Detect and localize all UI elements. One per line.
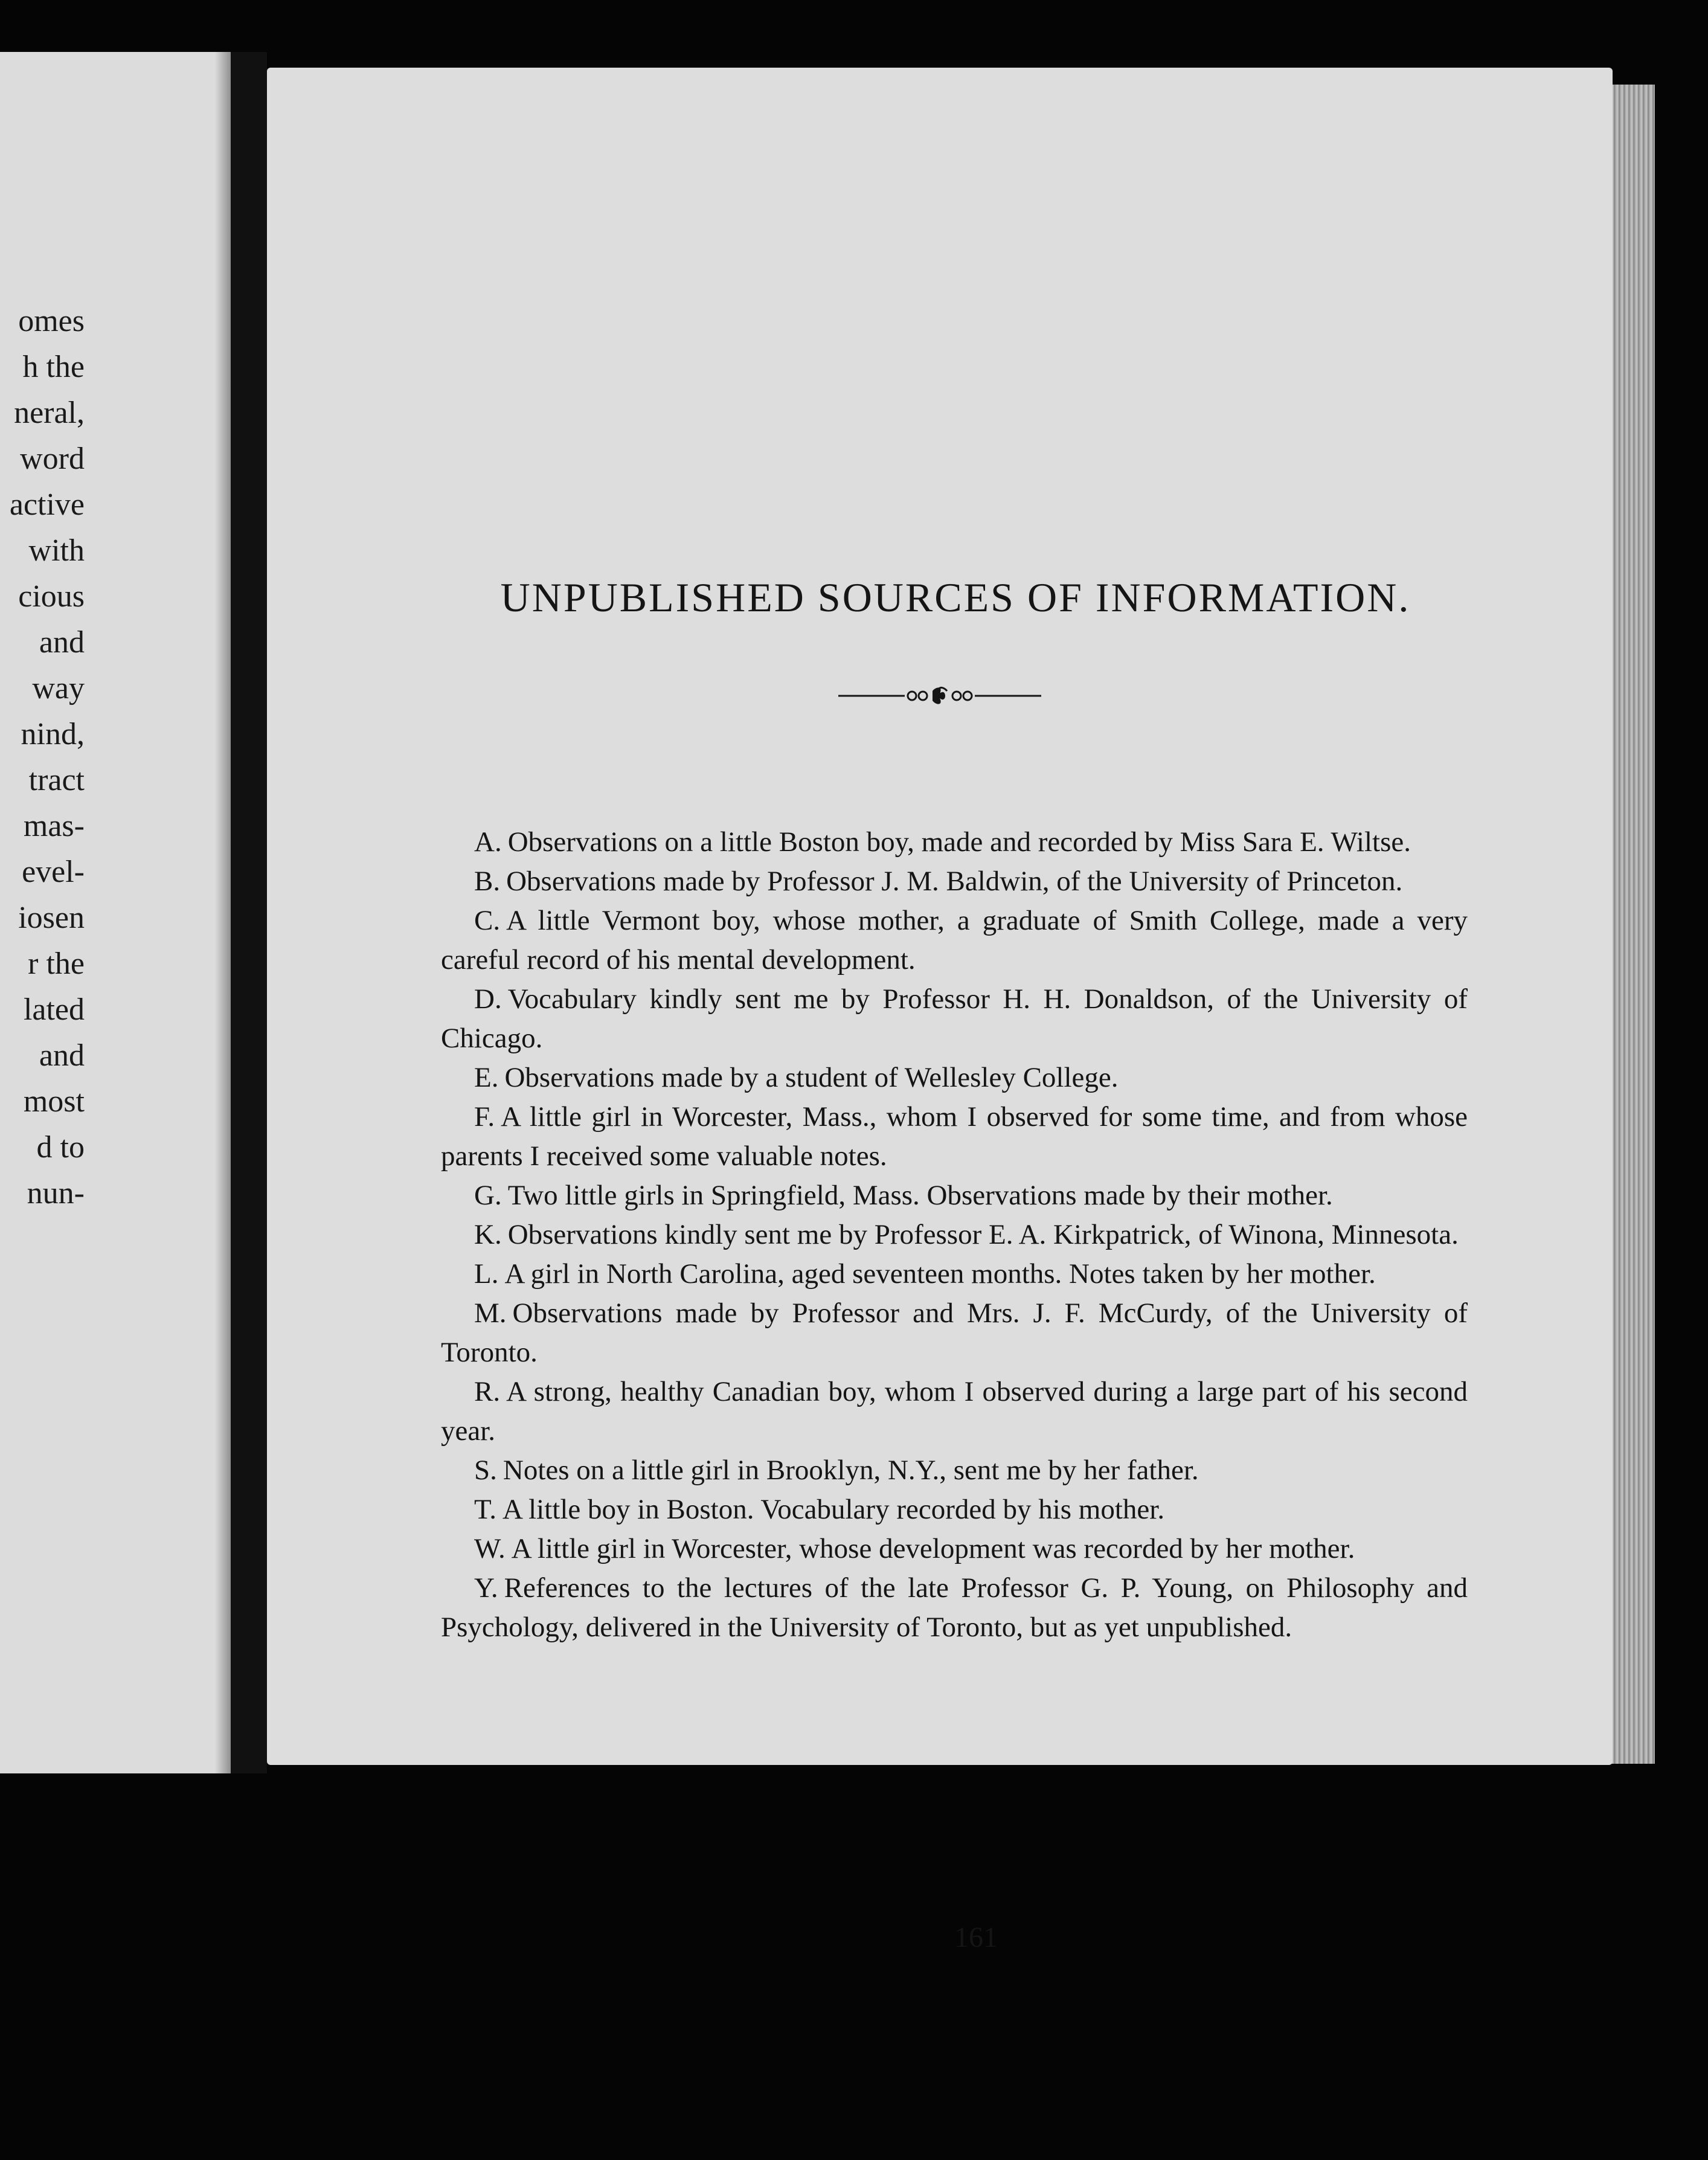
left-line: evel- <box>22 855 85 889</box>
source-entry <box>441 1215 1468 1255</box>
book-gutter <box>231 52 267 1773</box>
entry-letter: T. <box>474 1494 496 1525</box>
entry-letter: B. <box>474 866 501 897</box>
left-page-text-fragments <box>0 298 85 1217</box>
entry-letter: M. <box>474 1297 507 1329</box>
entry-letter: K. <box>474 1219 502 1250</box>
entry-letter: E. <box>474 1062 499 1093</box>
left-line: nun- <box>27 1176 85 1210</box>
left-page <box>0 52 231 1773</box>
left-line: and <box>39 625 85 660</box>
entry-text: Observations made by Professor and Mrs. J. F. McCurdy, of the University of Toronto. <box>441 1297 1468 1368</box>
left-line: tract <box>28 763 85 797</box>
source-entry <box>441 1255 1468 1294</box>
sources-list <box>441 823 1468 1647</box>
entry-text: A little Vermont boy, whose mother, a graduate of Smith College, made a very careful record of his mental development. <box>441 905 1468 976</box>
entry-text: References to the lectures of the late Professor G. P. Young, on Philosophy and Psychology, delivered in the University of Toronto, but as yet unpublished. <box>441 1572 1468 1643</box>
page-title: UNPUBLISHED SOURCES OF INFORMATION. <box>500 574 1411 620</box>
entry-letter: L. <box>474 1258 499 1290</box>
page-number: 161 <box>954 1921 998 1953</box>
entry-text: Observations kindly sent me by Professor E. A. Kirkpatrick, of Winona, Minnesota. <box>507 1219 1459 1250</box>
source-entry <box>441 1098 1468 1176</box>
left-line: neral, <box>14 396 85 430</box>
source-entry <box>441 1451 1468 1490</box>
left-line: cious <box>18 579 85 614</box>
left-line: r the <box>28 947 85 981</box>
left-line: mas- <box>23 809 85 843</box>
entry-text: Vocabulary kindly sent me by Professor H. H. Donaldson, of the University of Chicago. <box>441 983 1468 1054</box>
source-entry <box>441 1176 1468 1215</box>
source-entry <box>441 1569 1468 1647</box>
entry-text: A strong, healthy Canadian boy, whom I observed during a large part of his second year. <box>441 1376 1468 1447</box>
entry-letter: W. <box>474 1533 506 1564</box>
entry-letter: S. <box>474 1454 497 1486</box>
left-line: d to <box>36 1130 85 1165</box>
source-entry <box>441 1294 1468 1372</box>
entry-text: Notes on a little girl in Brooklyn, N.Y., sent me by her father. <box>502 1454 1199 1486</box>
left-line: iosen <box>18 901 85 935</box>
source-entry <box>441 901 1468 980</box>
left-line: way <box>32 671 85 706</box>
entry-text: Observations on a little Boston boy, made and recorded by Miss Sara E. Wiltse. <box>507 826 1411 858</box>
left-line: active <box>9 487 85 522</box>
entry-text: Observations made by Professor J. M. Baldwin, of the University of Princeton. <box>506 866 1403 897</box>
entry-text: A little boy in Boston. Vocabulary recorded by his mother. <box>502 1494 1165 1525</box>
source-entry <box>441 823 1468 862</box>
page-edge-shadow <box>215 52 231 1773</box>
right-page <box>267 68 1613 1953</box>
source-entry <box>441 1372 1468 1451</box>
left-line: nind, <box>21 717 85 751</box>
entry-letter: Y. <box>474 1572 498 1604</box>
left-line: most <box>23 1084 85 1119</box>
entry-text: Observations made by a student of Wellesley College. <box>504 1062 1119 1093</box>
entry-text: A little girl in Worcester, Mass., whom I observed for some time, and from whose parents I received some valuable notes. <box>441 1101 1468 1172</box>
source-entry <box>441 980 1468 1058</box>
left-line: with <box>28 533 85 568</box>
source-entry <box>441 1529 1468 1569</box>
entry-letter: D. <box>474 983 502 1015</box>
left-line: word <box>20 442 85 476</box>
left-line: and <box>39 1038 85 1073</box>
entry-letter: A. <box>474 826 502 858</box>
left-line: h the <box>22 350 85 384</box>
left-line: lated <box>23 992 85 1027</box>
entry-text: Two little girls in Springfield, Mass. Observations made by their mother. <box>507 1180 1333 1211</box>
entry-letter: C. <box>474 905 501 936</box>
entry-text: A little girl in Worcester, whose development was recorded by her mother. <box>511 1533 1355 1564</box>
entry-letter: R. <box>474 1376 501 1407</box>
entry-text: A girl in North Carolina, aged seventeen months. Notes taken by her mother. <box>504 1258 1376 1290</box>
entry-letter: G. <box>474 1180 502 1211</box>
source-entry <box>441 1058 1468 1098</box>
entry-letter: F. <box>474 1101 495 1133</box>
source-entry <box>441 862 1468 901</box>
source-entry <box>441 1490 1468 1529</box>
left-line: omes <box>18 304 85 338</box>
ornamental-rule-icon <box>838 684 1041 708</box>
